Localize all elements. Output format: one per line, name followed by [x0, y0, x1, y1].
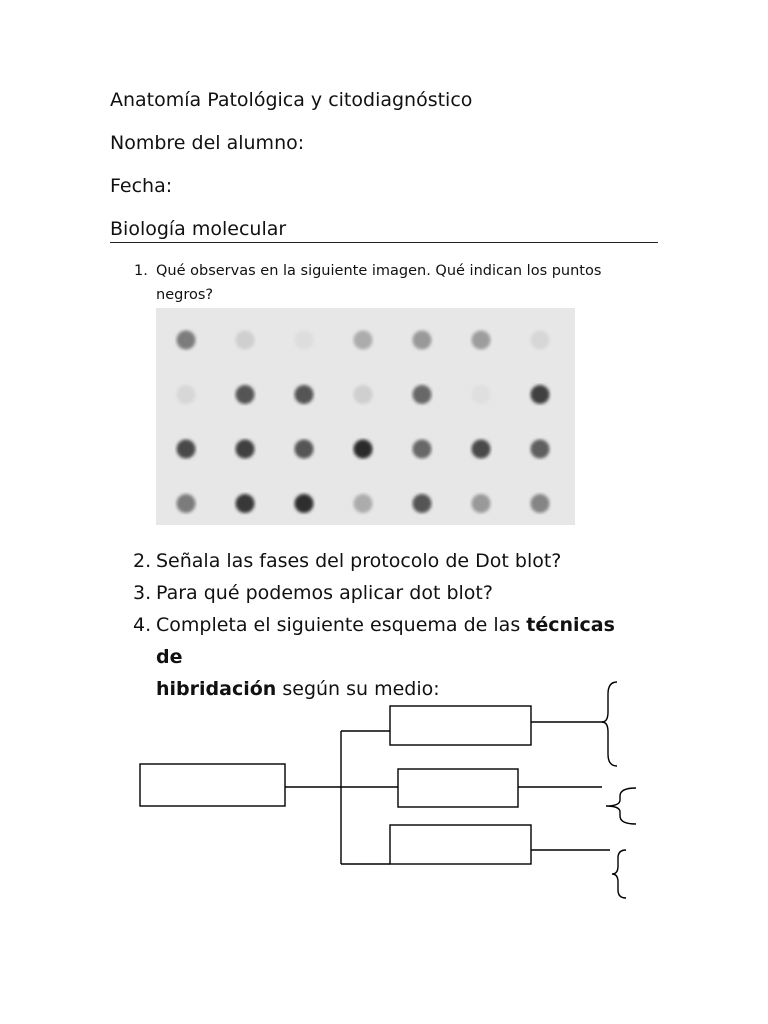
- blot-dot: [413, 385, 432, 404]
- blot-dot: [177, 331, 196, 350]
- curly-brace-2: [606, 788, 636, 824]
- section-divider: [110, 242, 658, 243]
- date-label: Fecha:: [110, 175, 173, 197]
- blot-dot: [413, 494, 432, 513]
- blot-dot: [236, 385, 255, 404]
- blot-dot: [472, 440, 491, 459]
- scheme-branch-box-1[interactable]: [390, 706, 531, 745]
- blot-dot: [413, 440, 432, 459]
- blot-dot: [531, 440, 550, 459]
- question-text: Señala las fases del protocolo de Dot blot?: [156, 550, 562, 572]
- dot-blot-image: [156, 308, 575, 525]
- blot-dot: [354, 385, 373, 404]
- question-text: Qué observas en la siguiente imagen. Qué indican los puntos negros?: [156, 263, 602, 303]
- blot-dot: [531, 331, 550, 350]
- blot-dot: [295, 385, 314, 404]
- blot-dot: [354, 494, 373, 513]
- scheme-branch-box-2[interactable]: [398, 769, 518, 807]
- blot-dot: [354, 440, 373, 459]
- question-number: 3.: [133, 582, 152, 604]
- blot-dot: [295, 331, 314, 350]
- blot-dot: [472, 385, 491, 404]
- student-name-label: Nombre del alumno:: [110, 132, 305, 154]
- blot-dot: [472, 331, 491, 350]
- question-text: según su medio:: [276, 678, 440, 700]
- blot-dot: [413, 331, 432, 350]
- question-text: Completa el siguiente esquema de las: [156, 614, 527, 636]
- blot-dot: [236, 494, 255, 513]
- scheme-branch-box-3[interactable]: [390, 825, 531, 864]
- question-number: 4.: [133, 614, 152, 636]
- question-bold-term: hibridación: [156, 678, 277, 700]
- blot-dot: [177, 440, 196, 459]
- blot-dot: [531, 494, 550, 513]
- course-title: Anatomía Patológica y citodiagnóstico: [110, 89, 473, 111]
- scheme-root-box[interactable]: [140, 764, 285, 806]
- blot-dot: [354, 331, 373, 350]
- blot-dot: [236, 440, 255, 459]
- section-heading: Biología molecular: [110, 218, 287, 240]
- question-number: 1.: [134, 263, 148, 279]
- blot-dot: [472, 494, 491, 513]
- question-2: [133, 545, 633, 577]
- dot-blot-membrane: [156, 308, 575, 525]
- blot-dot: [295, 440, 314, 459]
- blot-dot: [295, 494, 314, 513]
- curly-brace-3: [612, 850, 626, 898]
- curly-brace-1: [602, 682, 617, 766]
- blot-dot: [177, 494, 196, 513]
- question-number: 2.: [133, 550, 152, 572]
- hybridization-scheme: [0, 668, 768, 908]
- blot-dot: [531, 385, 550, 404]
- blot-dot: [236, 331, 255, 350]
- question-3: [133, 577, 633, 609]
- question-bold-term: técnicas de: [156, 614, 615, 668]
- question-text: Para qué podemos aplicar dot blot?: [156, 582, 493, 604]
- blot-dot: [177, 385, 196, 404]
